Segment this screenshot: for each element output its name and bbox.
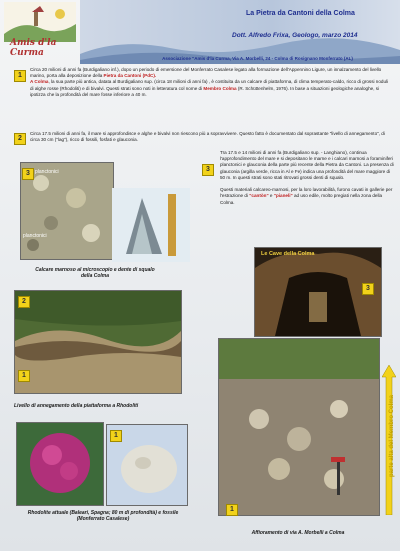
microscope-texture bbox=[21, 163, 113, 259]
microscope-label-top: planctonici bbox=[35, 169, 59, 175]
section-3-text-f: ad uso edile, molto pregiati nella zona della Colma. bbox=[220, 193, 383, 205]
rhodolite-modern-image bbox=[16, 422, 104, 506]
image-badge-3a: 3 bbox=[22, 168, 34, 180]
microscope-image bbox=[20, 162, 114, 260]
cave-label: Le Cave della Colma bbox=[261, 251, 315, 257]
image-badge-2: 2 bbox=[18, 296, 30, 308]
section-2-text: Circa 17.5 milioni di anni fa, il mare si approfondisce e alghe e bivalvi non riescono più a sopravvivere. Questo fatto è documentato dal soprastante "livello di annegamento", di circa 30 cm ("lag"), ricco di fossili, fosfati e glauconia. bbox=[30, 131, 385, 143]
vertical-label: parte alta del Membro Colma bbox=[389, 394, 395, 478]
section-badge-1: 1 bbox=[14, 70, 26, 82]
association-line: Associazione "Amis d'la Curma, Via A. Morbelli, 24 - Colma di Rosignano Monferrato (AL) bbox=[162, 56, 353, 61]
section-3-text-b: Questi materiali calcareo-marnosi, per la loro lavorabilità, furono cavati in gallerie per l'estrazione di bbox=[220, 187, 393, 199]
page-title: La Pietra da Cantoni della Colma bbox=[246, 10, 355, 17]
colma-highlight: A Colma bbox=[30, 79, 49, 85]
pianeli-highlight: "pianeli" bbox=[273, 193, 293, 199]
image-badge-1b: 1 bbox=[226, 504, 238, 516]
drowning-level-image bbox=[14, 290, 182, 394]
shark-tooth-image bbox=[112, 188, 190, 262]
caption-drowning: Livello di annegamento della piattaforma a Rhodoliti bbox=[14, 403, 139, 409]
section-badge-3: 3 bbox=[202, 164, 214, 176]
drowning-level-texture bbox=[15, 291, 181, 393]
microscope-label-bottom: planctonici bbox=[23, 233, 47, 239]
caption-microscope: Calcare marnoso al microscopio e dente di squalo della Colma bbox=[35, 267, 155, 279]
membro-colma-arrow bbox=[382, 365, 396, 515]
image-badge-1a: 1 bbox=[18, 370, 30, 382]
logo bbox=[4, 2, 76, 64]
section-1-text-f: (R. Schüttenhelm, 1976). In base a situazioni geologiche analoghe, si ipotizza che la profondità del mare fosse inferiore a 40 m. bbox=[30, 85, 380, 97]
shark-tooth-icon bbox=[112, 188, 190, 262]
section-1-text bbox=[30, 67, 392, 98]
caption-outcrop: Affioramento di via A. Morbelli a Colma bbox=[251, 530, 345, 536]
rhodolite-modern-texture bbox=[17, 423, 103, 505]
logo-text: Amis d'la Curma bbox=[10, 38, 57, 58]
section-3-text-a: Tra 17.5 e 14 milioni di anni fa (Burdigaliano sup. - Langhiano), continua l'approfondimento del mare e si depositano le marne e i calcari marnosi a foraminiferi planctonici e glauconia della parte più recente della Pietra da Cantoni. La presenza di glauconia (argilla verde, ricca in Al e Fe) indica una profondità del mare maggiore di 50 m. In questi strati sono stati ritrovati grossi denti di squalo. bbox=[220, 150, 394, 180]
membro-colma-highlight: Membro Colma bbox=[203, 85, 237, 91]
caption-rhodolite: Rhodolite attuale (Baleari, Spagna; 80 m di profondità) e fossile (Monferrato Casalese) bbox=[27, 510, 179, 522]
outcrop-image bbox=[218, 338, 380, 516]
section-3-text-d: e bbox=[268, 193, 274, 199]
image-badge-3b: 3 bbox=[362, 283, 374, 295]
pdc-highlight: Pietra da Cantoni (PdC). bbox=[103, 73, 157, 79]
canton-highlight: "cantòn" bbox=[249, 193, 269, 199]
outcrop-texture bbox=[219, 339, 379, 515]
logo-landscape-icon bbox=[4, 2, 76, 42]
section-badge-2: 2 bbox=[14, 133, 26, 145]
section-1-text-d: , la sua parte più antica, datata al Burdigaliano sup. (circa 18 milioni di anni fa) , è costituita da un calcare di piattaforma, di clima temperato-caldo, ricco di grossi noduli di alghe rosse (Rhodoliti) e di bivalvi. Questi strati sono noti in letteratura col nome di bbox=[30, 79, 389, 91]
section-3-text bbox=[220, 150, 394, 206]
image-badge-1c: 1 bbox=[110, 430, 122, 442]
author-line: Dott. Alfredo Frixa, Geologo, marzo 2014 bbox=[232, 32, 358, 39]
section-1-text-a: Circa 20 milioni di anni fa (Burdigaliano inf.), dopo un periodo di emersione del Monferrato Casalese legato alla formazione dell'Appennino Ligure, un innalzamento del livello marino, porta alla deposizione della bbox=[30, 67, 382, 79]
